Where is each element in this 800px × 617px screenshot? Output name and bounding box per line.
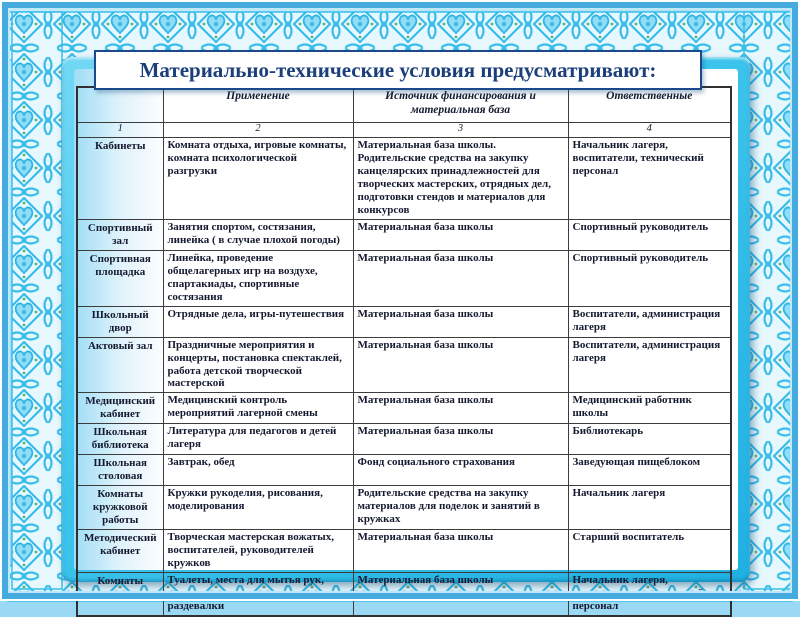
funding-source-cell: Материальная база школы — [353, 530, 568, 573]
funding-source-cell: Материальная база школы — [353, 250, 568, 306]
funding-source-cell: Материальная база школы — [353, 306, 568, 337]
column-number: 2 — [163, 123, 353, 138]
funding-source-cell: Родительские средства на закупку материалов для поделок и занятий в кружках — [353, 486, 568, 530]
responsible-cell: Начальник лагеря, воспитатели, технический персонал — [568, 573, 731, 616]
table-row — [77, 337, 731, 393]
header-row — [77, 87, 731, 123]
responsible-cell: Библиотекарь — [568, 424, 731, 455]
page-title: Материально-технические условия предусматривают: — [139, 57, 657, 82]
column-header-usage: Применение — [163, 87, 353, 123]
responsible-cell: Воспитатели, администрация лагеря — [568, 337, 731, 393]
materials-table — [76, 86, 732, 617]
content-area — [74, 69, 738, 612]
funding-source-cell: Материальная база школы. Родительские средства на закупку канцелярских принадлежностей для творческих мастерских, отрядных дел, подготовки стендов и материалов для конкурсов — [353, 138, 568, 220]
usage-cell: Занятия спортом, состязания, линейка ( в случае плохой погоды) — [163, 219, 353, 250]
responsible-cell: Начальник лагеря, воспитатели, технический персонал — [568, 138, 731, 220]
responsible-cell: Начальник лагеря — [568, 486, 731, 530]
room-name-cell: Спортивный зал — [77, 219, 163, 250]
column-header-room — [77, 87, 163, 123]
title-box — [94, 50, 702, 90]
column-number: 3 — [353, 123, 568, 138]
table-row — [77, 138, 731, 220]
funding-source-cell: Материальная база школы — [353, 219, 568, 250]
table-row — [77, 486, 731, 530]
column-numbers-row — [77, 123, 731, 138]
room-name-cell: Школьный двор — [77, 306, 163, 337]
usage-cell: Комната отдыха, игровые комнаты, комната психологической разгрузки — [163, 138, 353, 220]
responsible-cell: Спортивный руководитель — [568, 250, 731, 306]
usage-cell: Праздничные мероприятия и концерты, постановка спектаклей, работа детской творческой мастерской — [163, 337, 353, 393]
table-row — [77, 393, 731, 424]
responsible-cell: Старший воспитатель — [568, 530, 731, 573]
table-row — [77, 250, 731, 306]
usage-cell: Туалеты, места для мытья рук, сушилки для полотенец, раздевалки — [163, 573, 353, 616]
column-number: 1 — [77, 123, 163, 138]
responsible-cell: Заведующая пищеблоком — [568, 455, 731, 486]
table-row — [77, 573, 731, 616]
funding-source-cell: Фонд социального страхования — [353, 455, 568, 486]
usage-cell: Литература для педагогов и детей лагеря — [163, 424, 353, 455]
usage-cell: Завтрак, обед — [163, 455, 353, 486]
column-header-responsible: Ответственные — [568, 87, 731, 123]
room-name-cell: Школьная столовая — [77, 455, 163, 486]
funding-source-cell: Материальная база школы — [353, 337, 568, 393]
funding-source-cell: Материальная база школы — [353, 424, 568, 455]
table-row — [77, 455, 731, 486]
room-name-cell: Школьная библиотека — [77, 424, 163, 455]
table-row — [77, 424, 731, 455]
responsible-cell: Медицинский работник школы — [568, 393, 731, 424]
responsible-cell: Воспитатели, администрация лагеря — [568, 306, 731, 337]
usage-cell: Творческая мастерская вожатых, воспитателей, руководителей кружков — [163, 530, 353, 573]
room-name-cell: Спортивная площадка — [77, 250, 163, 306]
responsible-cell: Спортивный руководитель — [568, 219, 731, 250]
room-name-cell: Методический кабинет — [77, 530, 163, 573]
table-row — [77, 306, 731, 337]
column-header-funding: Источник финансирования и материальная база — [353, 87, 568, 123]
room-name-cell: Комнаты гигиены — [77, 573, 163, 616]
room-name-cell: Актовый зал — [77, 337, 163, 393]
room-name-cell: Комнаты кружковой работы — [77, 486, 163, 530]
usage-cell: Отрядные дела, игры-путешествия — [163, 306, 353, 337]
content-panel — [62, 57, 750, 612]
room-name-cell: Медицинский кабинет — [77, 393, 163, 424]
usage-cell: Линейка, проведение общелагерных игр на воздухе, спартакиады, спортивные состязания — [163, 250, 353, 306]
column-number: 4 — [568, 123, 731, 138]
room-name-cell: Кабинеты — [77, 138, 163, 220]
usage-cell: Медицинский контроль мероприятий лагерной смены — [163, 393, 353, 424]
funding-source-cell: Материальная база школы — [353, 573, 568, 616]
table-row — [77, 219, 731, 250]
usage-cell: Кружки рукоделия, рисования, моделирования — [163, 486, 353, 530]
funding-source-cell: Материальная база школы — [353, 393, 568, 424]
table-row — [77, 530, 731, 573]
